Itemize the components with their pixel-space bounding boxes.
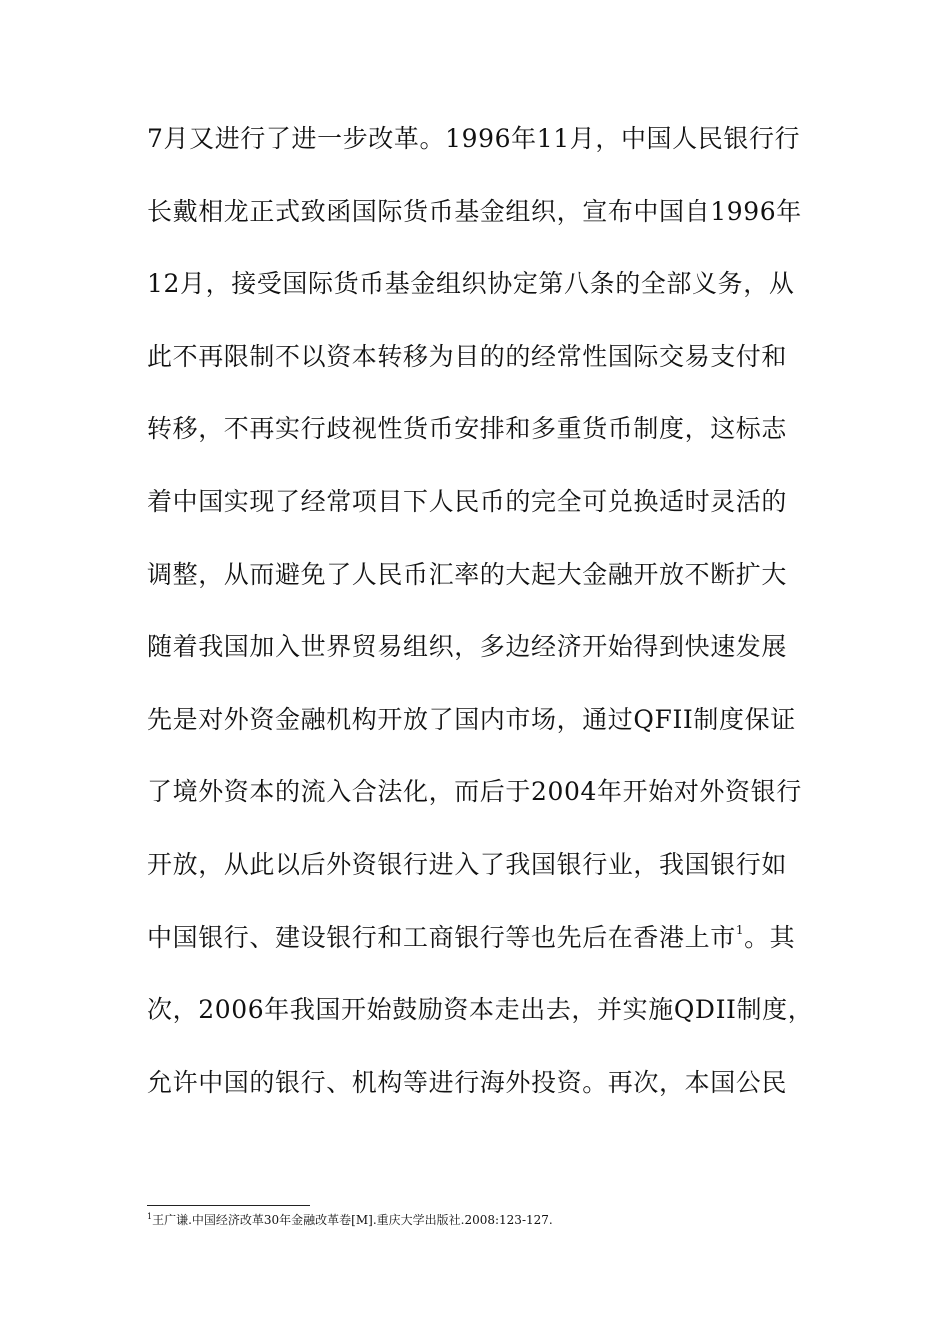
text-line: 次，2006年我国开始鼓励资本走出去，并实施QDII制度，	[147, 995, 814, 1025]
text-line: 12月，接受国际货币基金组织协定第八条的全部义务，从	[147, 269, 795, 299]
text-line: 先是对外资金融机构开放了国内市场，通过QFII制度保证	[147, 704, 796, 734]
body-text	[147, 114, 817, 1130]
text-line: 转移，不再实行歧视性货币安排和多重货币制度，这标志	[147, 414, 788, 444]
footnote-separator	[147, 1205, 310, 1206]
text-line: 调整，从而避免了人民币汇率的大起大金融开放不断扩大	[147, 559, 788, 589]
text-line: 允许中国的银行、机构等进行海外投资。再次，本国公民	[147, 1067, 788, 1097]
text-line: 随着我国加入世界贸易组织，多边经济开始得到快速发展	[147, 632, 788, 662]
text-line: 此不再限制不以资本转移为目的的经常性国际交易支付和	[147, 341, 788, 371]
text-line: 开放，从此以后外资银行进入了我国银行业，我国银行如	[147, 849, 788, 879]
text-segment: 。其	[744, 922, 796, 952]
footnote-mark: 1	[147, 1212, 153, 1221]
text-segment: 中国银行、建设银行和工商银行等也先后在香港上市	[147, 922, 736, 952]
text-line: 长戴相龙正式致函国际货币基金组织，宣布中国自1996年	[147, 196, 802, 226]
footnote	[147, 1212, 553, 1228]
text-line: 了境外资本的流入合法化，而后于2004年开始对外资银行	[147, 777, 802, 807]
footnote-reference[interactable]: 1	[735, 922, 745, 937]
text-line: 着中国实现了经常项目下人民币的完全可兑换适时灵活的	[147, 486, 788, 516]
footnote-text: 王广谦.中国经济改革30年金融改革卷[M].重庆大学出版社.2008:123-127.	[152, 1213, 553, 1227]
text-line: 7月又进行了进一步改革。1996年11月，中国人民银行行	[147, 124, 801, 153]
text-line-with-footnote	[147, 913, 817, 986]
